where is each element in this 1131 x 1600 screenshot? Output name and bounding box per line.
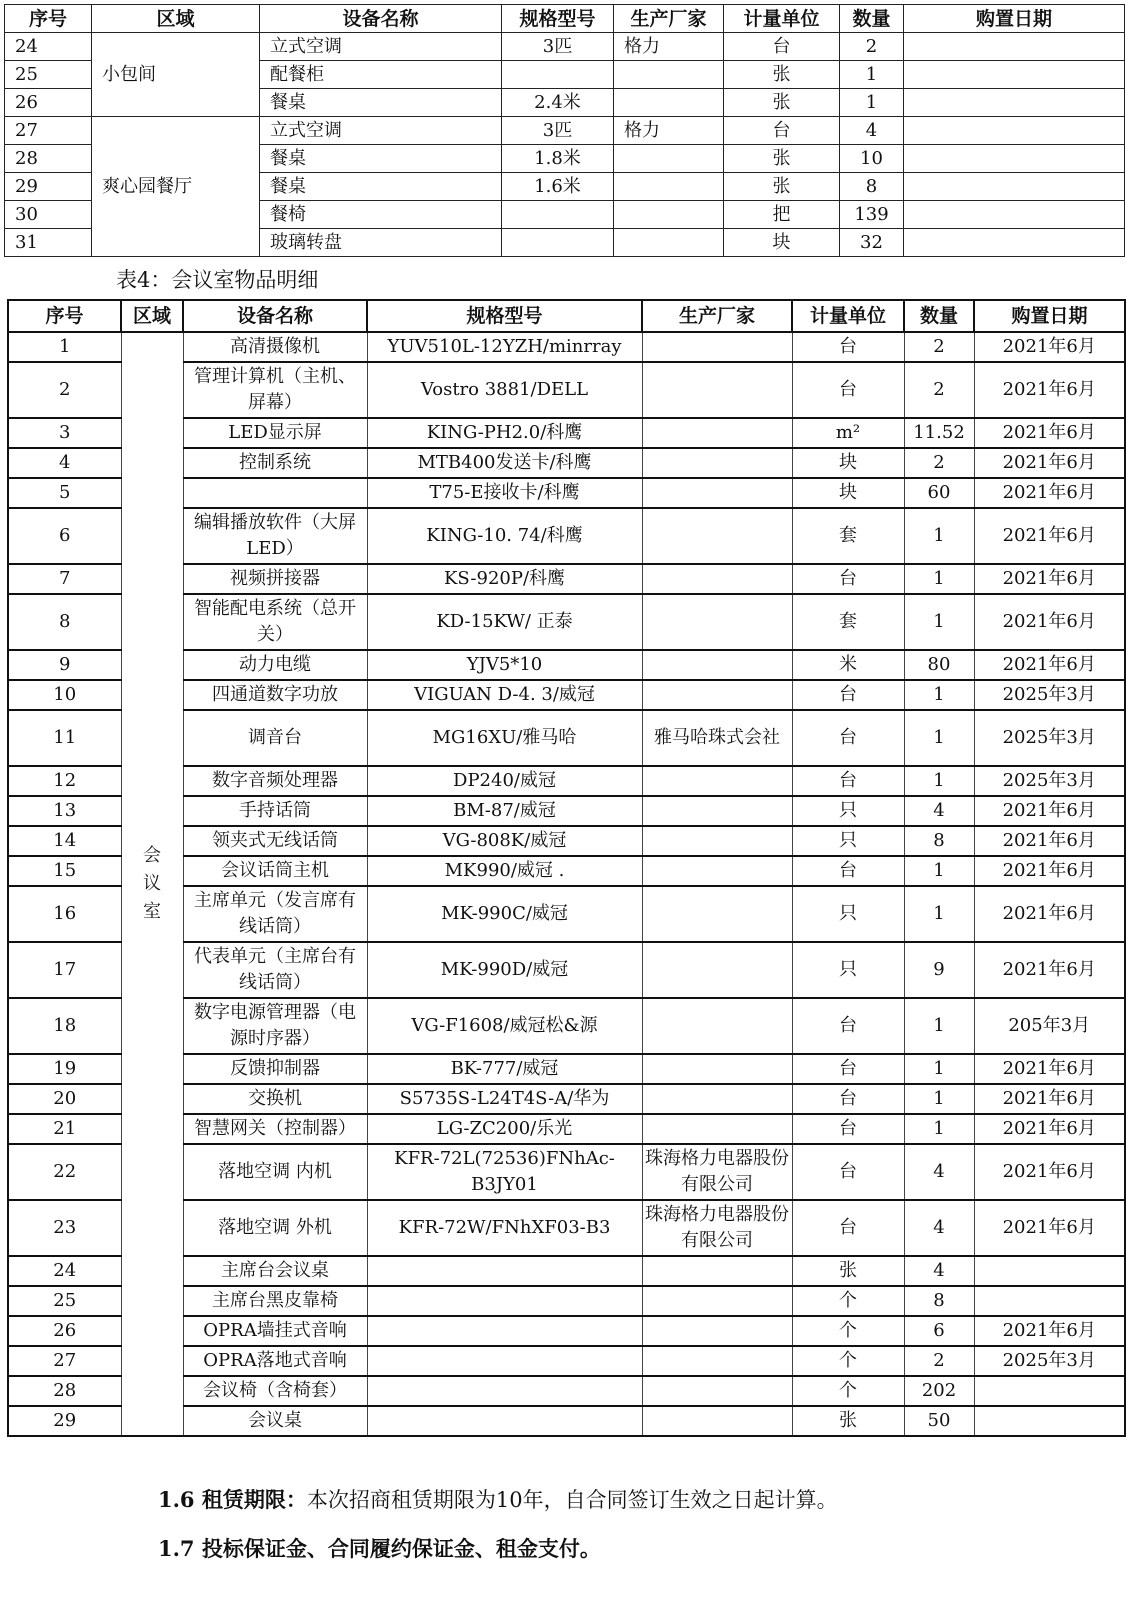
cell-name: 立式空调 [260, 33, 502, 61]
cell-no: 5 [8, 478, 121, 508]
cell-date: 2021年6月 [974, 826, 1125, 856]
cell-maker [642, 826, 792, 856]
cell-maker [642, 998, 792, 1054]
cell-qty: 8 [904, 1286, 974, 1316]
cell-maker [642, 478, 792, 508]
cell-name: 餐桌 [260, 89, 502, 117]
cell-no: 31 [5, 229, 92, 257]
cell-no: 2 [8, 362, 121, 418]
cell-unit: 块 [792, 448, 904, 478]
cell-no: 10 [8, 680, 121, 710]
cell-spec [502, 201, 614, 229]
cell-date [974, 1376, 1125, 1406]
cell-name: 餐桌 [260, 173, 502, 201]
cell-maker [642, 1256, 792, 1286]
cell-name: 配餐柜 [260, 61, 502, 89]
cell-no: 24 [5, 33, 92, 61]
cell-no: 17 [8, 942, 121, 998]
cell-qty: 6 [904, 1316, 974, 1346]
cell-unit: 张 [724, 61, 840, 89]
cell-no: 22 [8, 1144, 121, 1200]
deposit-heading: 1.7 投标保证金、合同履约保证金、租金支付。 [158, 1536, 601, 1561]
cell-spec: 1.6米 [502, 173, 614, 201]
cell-spec: Vostro 3881/DELL [367, 362, 642, 418]
cell-unit: 台 [792, 998, 904, 1054]
cell-spec [367, 1286, 642, 1316]
cell-name [183, 478, 367, 508]
cell-unit: 块 [792, 478, 904, 508]
cell-no: 15 [8, 856, 121, 886]
cell-name: 数字电源管理器（电源时序器） [183, 998, 367, 1054]
cell-date: 2021年6月 [974, 448, 1125, 478]
header-name: 设备名称 [183, 300, 367, 332]
cell-unit: 套 [792, 508, 904, 564]
cell-name: 领夹式无线话筒 [183, 826, 367, 856]
cell-date: 2021年6月 [974, 886, 1125, 942]
header-date: 购置日期 [904, 5, 1125, 33]
cell-spec: VG-808K/威冠 [367, 826, 642, 856]
cell-no: 3 [8, 418, 121, 448]
cell-spec: MTB400发送卡/科鹰 [367, 448, 642, 478]
deposit-paragraph [158, 1533, 601, 1563]
cell-unit: 台 [792, 564, 904, 594]
cell-name: 视频拼接器 [183, 564, 367, 594]
cell-unit: 只 [792, 942, 904, 998]
cell-date: 2021年6月 [974, 942, 1125, 998]
cell-date: 2021年6月 [974, 362, 1125, 418]
cell-maker [642, 1406, 792, 1436]
cell-date: 2021年6月 [974, 508, 1125, 564]
cell-no: 25 [5, 61, 92, 89]
cell-qty: 9 [904, 942, 974, 998]
header-spec: 规格型号 [502, 5, 614, 33]
cell-maker [614, 229, 724, 257]
cell-qty: 1 [904, 1084, 974, 1114]
cell-maker [614, 173, 724, 201]
cell-unit: 套 [792, 594, 904, 650]
cell-spec: LG-ZC200/乐光 [367, 1114, 642, 1144]
cell-date [904, 61, 1125, 89]
cell-unit: 台 [724, 33, 840, 61]
cell-date: 2021年6月 [974, 1200, 1125, 1256]
cell-unit: 块 [724, 229, 840, 257]
cell-spec: YUV510L-12YZH/minrray [367, 332, 642, 362]
cell-unit: 台 [792, 1200, 904, 1256]
cell-unit: m² [792, 418, 904, 448]
cell-no: 7 [8, 564, 121, 594]
cell-unit: 台 [792, 1084, 904, 1114]
cell-spec [367, 1256, 642, 1286]
cell-spec: MK990/威冠 . [367, 856, 642, 886]
cell-unit: 台 [792, 710, 904, 766]
cell-spec: MK-990C/威冠 [367, 886, 642, 942]
lease-term-heading: 1.6 租赁期限： [158, 1487, 307, 1512]
cell-qty: 1 [904, 710, 974, 766]
cell-spec: MK-990D/威冠 [367, 942, 642, 998]
header-name: 设备名称 [260, 5, 502, 33]
cell-spec: BM-87/威冠 [367, 796, 642, 826]
cell-maker: 格力 [614, 117, 724, 145]
cell-maker [614, 201, 724, 229]
cell-date: 2025年3月 [974, 680, 1125, 710]
cell-name: 会议椅（含椅套） [183, 1376, 367, 1406]
cell-maker [642, 680, 792, 710]
cell-qty: 139 [840, 201, 904, 229]
cell-qty: 1 [904, 1054, 974, 1084]
cell-name: 高清摄像机 [183, 332, 367, 362]
cell-qty: 1 [904, 856, 974, 886]
cell-spec: DP240/威冠 [367, 766, 642, 796]
cell-date [904, 173, 1125, 201]
lease-term-text: 本次招商租赁期限为10年，自合同签订生效之日起计算。 [306, 1488, 838, 1512]
cell-maker [642, 766, 792, 796]
cell-date [974, 1286, 1125, 1316]
header-maker: 生产厂家 [642, 300, 792, 332]
cell-maker [642, 564, 792, 594]
cell-unit: 台 [792, 1144, 904, 1200]
cell-qty: 32 [840, 229, 904, 257]
cell-spec: KS-920P/科鹰 [367, 564, 642, 594]
cell-spec: MG16XU/雅马哈 [367, 710, 642, 766]
cell-maker: 珠海格力电器股份有限公司 [642, 1144, 792, 1200]
cell-no: 20 [8, 1084, 121, 1114]
cell-maker: 雅马哈珠式会社 [642, 710, 792, 766]
cell-maker [642, 886, 792, 942]
cell-unit: 只 [792, 886, 904, 942]
cell-qty: 1 [904, 508, 974, 564]
cell-qty: 2 [904, 1346, 974, 1376]
cell-date [904, 229, 1125, 257]
cell-maker [642, 448, 792, 478]
cell-date: 2025年3月 [974, 710, 1125, 766]
cell-area: 小包间 [92, 33, 260, 117]
cell-name: 餐椅 [260, 201, 502, 229]
header-unit: 计量单位 [792, 300, 904, 332]
cell-unit: 台 [792, 680, 904, 710]
cell-spec: KFR-72L(72536)FNhAc-B3JY01 [367, 1144, 642, 1200]
cell-unit: 只 [792, 796, 904, 826]
cell-maker: 格力 [614, 33, 724, 61]
cell-no: 29 [5, 173, 92, 201]
cell-qty: 1 [904, 886, 974, 942]
cell-date: 2025年3月 [974, 766, 1125, 796]
cell-date: 2021年6月 [974, 1084, 1125, 1114]
cell-name: 会议桌 [183, 1406, 367, 1436]
cell-spec: T75-E接收卡/科鹰 [367, 478, 642, 508]
cell-spec [367, 1406, 642, 1436]
cell-maker [642, 856, 792, 886]
cell-qty: 1 [904, 680, 974, 710]
cell-area: 爽心园餐厅 [92, 117, 260, 257]
cell-name: OPRA落地式音响 [183, 1346, 367, 1376]
cell-name: 管理计算机（主机、屏幕） [183, 362, 367, 418]
cell-date: 2021年6月 [974, 796, 1125, 826]
header-no: 序号 [8, 300, 121, 332]
cell-maker [642, 1286, 792, 1316]
header-no: 序号 [5, 5, 92, 33]
cell-name: 落地空调 外机 [183, 1200, 367, 1256]
table-header-row [5, 5, 1125, 33]
cell-unit: 台 [792, 362, 904, 418]
cell-date: 2025年3月 [974, 1346, 1125, 1376]
cell-maker [642, 1114, 792, 1144]
cell-qty: 1 [840, 89, 904, 117]
cell-unit: 台 [792, 332, 904, 362]
cell-maker [642, 1054, 792, 1084]
cell-date: 2021年6月 [974, 1054, 1125, 1084]
cell-no: 8 [8, 594, 121, 650]
cell-spec: 3匹 [502, 33, 614, 61]
cell-qty: 4 [904, 1256, 974, 1286]
cell-unit: 把 [724, 201, 840, 229]
cell-no: 21 [8, 1114, 121, 1144]
cell-maker [614, 145, 724, 173]
cell-name: 数字音频处理器 [183, 766, 367, 796]
cell-unit: 台 [792, 856, 904, 886]
cell-no: 12 [8, 766, 121, 796]
header-maker: 生产厂家 [614, 5, 724, 33]
cell-spec: KD-15KW/ 正泰 [367, 594, 642, 650]
cell-maker [614, 61, 724, 89]
cell-date [904, 33, 1125, 61]
cell-name: 四通道数字功放 [183, 680, 367, 710]
cell-spec: BK-777/威冠 [367, 1054, 642, 1084]
cell-qty: 50 [904, 1406, 974, 1436]
cell-spec: VIGUAN D-4. 3/威冠 [367, 680, 642, 710]
cell-no: 26 [5, 89, 92, 117]
cell-name: 主席台黑皮靠椅 [183, 1286, 367, 1316]
cell-name: 智慧网关（控制器） [183, 1114, 367, 1144]
cell-qty: 4 [904, 1144, 974, 1200]
cell-area: 会议室 [121, 332, 183, 1436]
cell-qty: 202 [904, 1376, 974, 1406]
cell-date [904, 89, 1125, 117]
cell-qty: 10 [840, 145, 904, 173]
cell-name: 玻璃转盘 [260, 229, 502, 257]
cell-qty: 2 [904, 332, 974, 362]
cell-no: 16 [8, 886, 121, 942]
cell-spec: VG-F1608/威冠松&源 [367, 998, 642, 1054]
cell-no: 13 [8, 796, 121, 826]
cell-spec: KFR-72W/FNhXF03-B3 [367, 1200, 642, 1256]
cell-unit: 个 [792, 1346, 904, 1376]
cell-date [904, 145, 1125, 173]
cell-unit: 个 [792, 1286, 904, 1316]
cell-no: 29 [8, 1406, 121, 1436]
cell-qty: 1 [904, 564, 974, 594]
meeting-room-table [7, 299, 1126, 1437]
lease-term-paragraph [158, 1484, 838, 1514]
cell-date [974, 1256, 1125, 1286]
cell-no: 19 [8, 1054, 121, 1084]
cell-date: 2021年6月 [974, 650, 1125, 680]
cell-date: 2021年6月 [974, 1144, 1125, 1200]
cell-name: 立式空调 [260, 117, 502, 145]
cell-qty: 1 [904, 766, 974, 796]
cell-maker [642, 1084, 792, 1114]
cell-maker [642, 942, 792, 998]
cell-name: 动力电缆 [183, 650, 367, 680]
cell-maker [642, 508, 792, 564]
table-4-caption: 表4：会议室物品明细 [116, 268, 319, 292]
cell-unit: 张 [724, 89, 840, 117]
cell-unit: 台 [792, 1114, 904, 1144]
cell-date: 205年3月 [974, 998, 1125, 1054]
cell-qty: 4 [904, 796, 974, 826]
cell-qty: 4 [840, 117, 904, 145]
cell-name: 控制系统 [183, 448, 367, 478]
cell-no: 9 [8, 650, 121, 680]
cell-qty: 2 [904, 448, 974, 478]
cell-name: 主席单元（发言席有线话筒） [183, 886, 367, 942]
table-row [5, 33, 1125, 61]
cell-no: 25 [8, 1286, 121, 1316]
cell-spec: YJV5*10 [367, 650, 642, 680]
cell-name: 手持话筒 [183, 796, 367, 826]
cell-no: 18 [8, 998, 121, 1054]
cell-unit: 米 [792, 650, 904, 680]
cell-qty: 2 [840, 33, 904, 61]
cell-unit: 张 [724, 145, 840, 173]
cell-name: 调音台 [183, 710, 367, 766]
cell-spec [502, 61, 614, 89]
cell-maker [642, 332, 792, 362]
cell-unit: 张 [792, 1256, 904, 1286]
cell-no: 23 [8, 1200, 121, 1256]
cell-qty: 1 [904, 594, 974, 650]
cell-date: 2021年6月 [974, 1316, 1125, 1346]
cell-maker [614, 89, 724, 117]
cell-unit: 台 [724, 117, 840, 145]
cell-maker: 珠海格力电器股份有限公司 [642, 1200, 792, 1256]
cell-spec: 2.4米 [502, 89, 614, 117]
table-row [5, 117, 1125, 145]
cell-no: 26 [8, 1316, 121, 1346]
equipment-table-3 [4, 4, 1125, 257]
cell-unit: 个 [792, 1316, 904, 1346]
header-spec: 规格型号 [367, 300, 642, 332]
cell-qty: 1 [904, 1114, 974, 1144]
cell-no: 28 [5, 145, 92, 173]
cell-spec: KING-PH2.0/科鹰 [367, 418, 642, 448]
cell-name: 会议话筒主机 [183, 856, 367, 886]
cell-name: 智能配电系统（总开关） [183, 594, 367, 650]
cell-qty: 4 [904, 1200, 974, 1256]
cell-qty: 1 [904, 998, 974, 1054]
cell-name: 落地空调 内机 [183, 1144, 367, 1200]
cell-name: LED显示屏 [183, 418, 367, 448]
cell-unit: 台 [792, 766, 904, 796]
cell-name: 编辑播放软件（大屏LED） [183, 508, 367, 564]
cell-name: 主席台会议桌 [183, 1256, 367, 1286]
cell-maker [642, 650, 792, 680]
cell-no: 28 [8, 1376, 121, 1406]
cell-name: 代表单元（主席台有线话筒） [183, 942, 367, 998]
cell-no: 27 [5, 117, 92, 145]
cell-maker [642, 418, 792, 448]
cell-date [974, 1406, 1125, 1436]
cell-maker [642, 796, 792, 826]
cell-date: 2021年6月 [974, 332, 1125, 362]
cell-no: 11 [8, 710, 121, 766]
header-area: 区域 [121, 300, 183, 332]
cell-unit: 只 [792, 826, 904, 856]
cell-qty: 11.52 [904, 418, 974, 448]
cell-maker [642, 1346, 792, 1376]
cell-date: 2021年6月 [974, 1114, 1125, 1144]
cell-spec [367, 1376, 642, 1406]
header-date: 购置日期 [974, 300, 1125, 332]
table-row [8, 332, 1125, 362]
cell-no: 1 [8, 332, 121, 362]
cell-qty: 8 [840, 173, 904, 201]
cell-maker [642, 1376, 792, 1406]
cell-unit: 张 [724, 173, 840, 201]
cell-qty: 8 [904, 826, 974, 856]
table-header-row [8, 300, 1125, 332]
cell-name: 餐桌 [260, 145, 502, 173]
cell-no: 27 [8, 1346, 121, 1376]
cell-spec: 1.8米 [502, 145, 614, 173]
cell-no: 14 [8, 826, 121, 856]
cell-maker [642, 594, 792, 650]
cell-no: 24 [8, 1256, 121, 1286]
cell-date: 2021年6月 [974, 418, 1125, 448]
cell-no: 6 [8, 508, 121, 564]
header-qty: 数量 [904, 300, 974, 332]
cell-name: OPRA墙挂式音响 [183, 1316, 367, 1346]
cell-maker [642, 1316, 792, 1346]
header-qty: 数量 [840, 5, 904, 33]
cell-name: 反馈抑制器 [183, 1054, 367, 1084]
cell-spec: 3匹 [502, 117, 614, 145]
cell-spec [502, 229, 614, 257]
cell-spec [367, 1316, 642, 1346]
cell-spec: S5735S-L24T4S-A/华为 [367, 1084, 642, 1114]
cell-date: 2021年6月 [974, 564, 1125, 594]
cell-unit: 台 [792, 1054, 904, 1084]
cell-unit: 个 [792, 1376, 904, 1406]
cell-unit: 张 [792, 1406, 904, 1436]
cell-no: 30 [5, 201, 92, 229]
cell-qty: 60 [904, 478, 974, 508]
cell-spec: KING-10. 74/科鹰 [367, 508, 642, 564]
cell-no: 4 [8, 448, 121, 478]
cell-qty: 80 [904, 650, 974, 680]
header-unit: 计量单位 [724, 5, 840, 33]
cell-date [904, 117, 1125, 145]
cell-maker [642, 362, 792, 418]
cell-name: 交换机 [183, 1084, 367, 1114]
cell-date: 2021年6月 [974, 594, 1125, 650]
cell-date: 2021年6月 [974, 856, 1125, 886]
cell-date [904, 201, 1125, 229]
cell-qty: 2 [904, 362, 974, 418]
cell-qty: 1 [840, 61, 904, 89]
cell-spec [367, 1346, 642, 1376]
header-area: 区域 [92, 5, 260, 33]
cell-date: 2021年6月 [974, 478, 1125, 508]
